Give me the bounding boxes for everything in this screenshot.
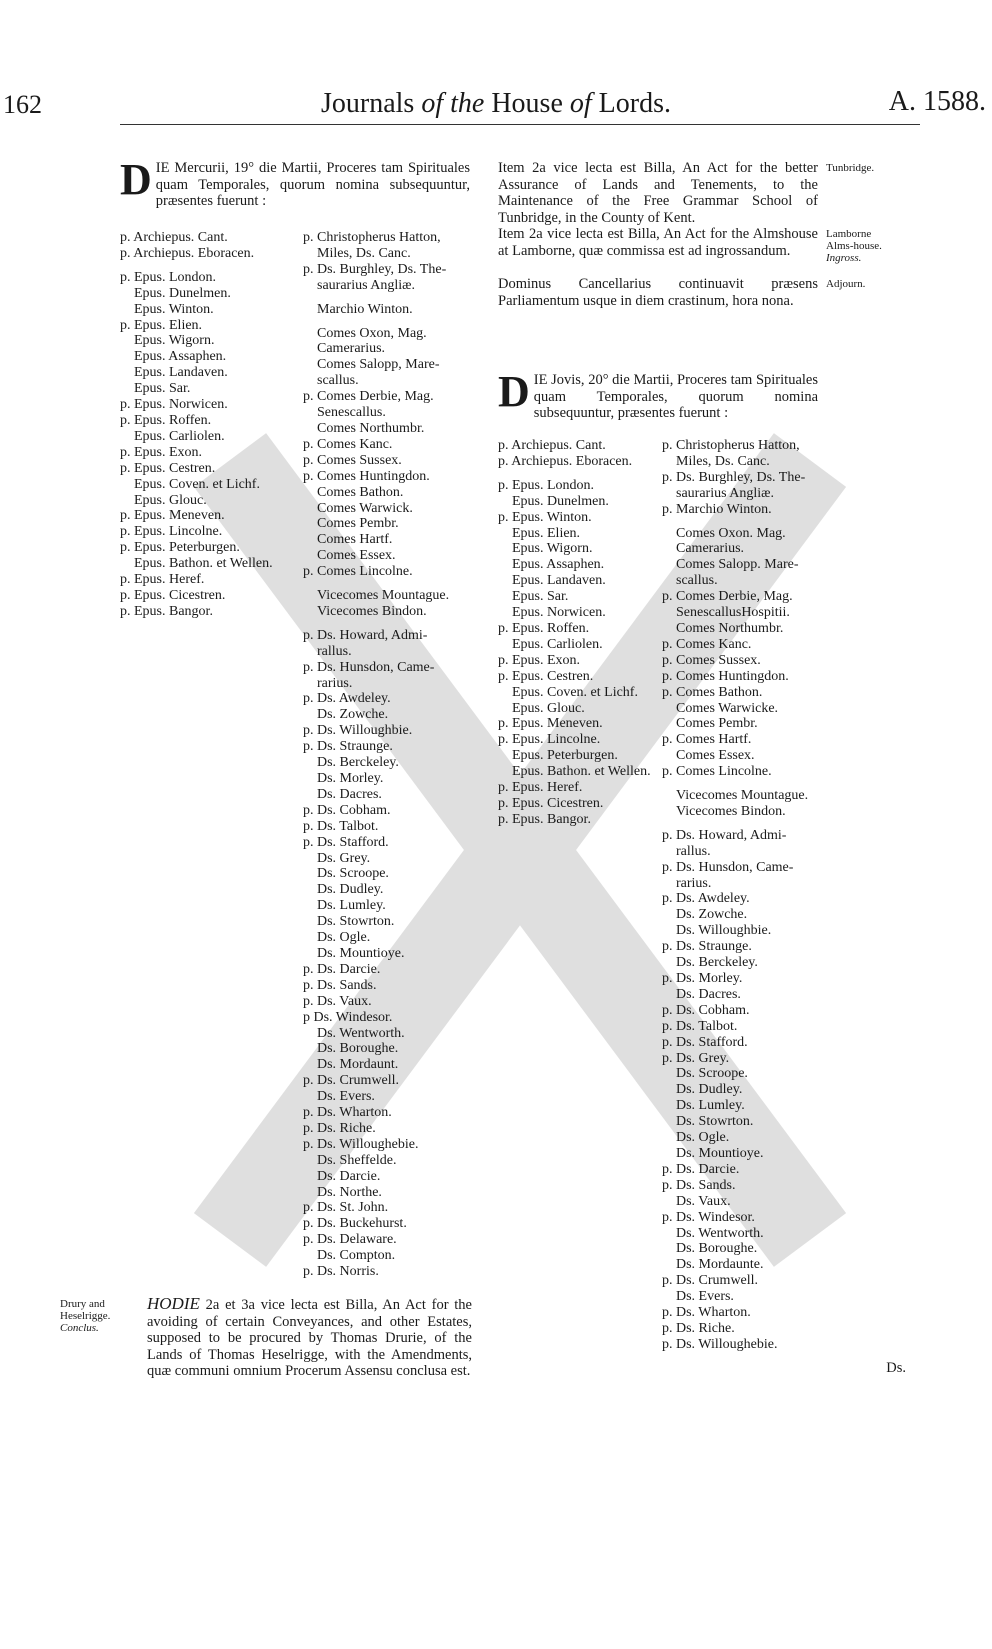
list-item: Ds. Sheffelde.: [317, 1152, 397, 1168]
list-item: Ds. Stowrton.: [317, 914, 395, 930]
catchword: Ds.: [886, 1360, 906, 1376]
hodie-lead: HODIE: [147, 1294, 200, 1313]
list-item: p. Epus. Cestren.: [120, 460, 216, 476]
list-item: p. Ds. Burghley, Ds. The-: [662, 469, 806, 485]
list-item: Vicecomes Bindon.: [676, 803, 786, 819]
list-item: p. Epus. Roffen.: [498, 620, 590, 636]
list-item: p. Ds. Windesor.: [662, 1209, 755, 1225]
list-item: Ds. Mountioye.: [317, 945, 405, 961]
list-item: Ds. Mordaunte.: [676, 1257, 764, 1273]
margin-lamborne: Lamborne Alms-house. Ingross.: [826, 228, 882, 264]
page-number: 162: [3, 90, 42, 119]
list-item: p. Ds. Willoughebie.: [662, 1336, 778, 1352]
list-item: [662, 518, 808, 526]
list-item: Ds. Vaux.: [676, 1193, 731, 1209]
list-item: p. Epus. Meneven.: [120, 508, 225, 524]
list-item: Epus. Carliolen.: [512, 636, 603, 652]
list-item: p. Ds. Howard, Admi-: [662, 827, 787, 843]
list-item: p. Ds. Willoughebie.: [303, 1136, 419, 1152]
list-item: Ds. Lumley.: [317, 898, 386, 914]
list-item: p. Comes Bathon.: [662, 684, 763, 700]
list-item: p. Ds. Burghley, Ds. The-: [303, 261, 447, 277]
list-item: p. Comes Derbie, Mag.: [662, 589, 793, 605]
list-item: p. Comes Hartf.: [662, 732, 752, 748]
list-item: p. Epus. Cicestren.: [498, 795, 604, 811]
list-item: p. Ds. Wharton.: [303, 1105, 392, 1121]
left-bishops-column: [120, 230, 273, 620]
list-item: p. Epus. Bangor.: [120, 603, 213, 619]
list-item: p. Ds. Howard, Admi-: [303, 627, 428, 643]
list-item: Ds. Wentworth.: [676, 1225, 764, 1241]
right-lords-column: [662, 438, 808, 1353]
list-item: p. Comes Huntingdon.: [303, 468, 430, 484]
list-item: p. Ds. Darcie.: [303, 961, 381, 977]
list-item: p. Epus. Meneven.: [498, 716, 603, 732]
list-item: Ds. Evers.: [317, 1089, 375, 1105]
list-item: p. Archiepus. Eboracen.: [120, 245, 255, 261]
list-item: p. Epus. Exon.: [120, 444, 203, 460]
list-item: p. Comes Sussex.: [662, 652, 761, 668]
list-item: Ds. Mordaunt.: [317, 1057, 399, 1073]
list-item: Ds. Wentworth.: [317, 1025, 405, 1041]
list-item: Epus. Wigorn.: [134, 333, 215, 349]
right-item-2: Item 2a vice lecta est Billa, An Act for the Almshouse at Lamborne, quæ commissa est ad ingrossandum.: [498, 226, 818, 259]
list-item: Epus. Coven. et Lichf.: [512, 684, 638, 700]
list-item: Epus. Assaphen.: [512, 557, 605, 573]
right-intro: DIE Jovis, 20° die Martii, Proceres tam Spirituales quam Temporales, quorum nomina subsequuntur, præsentes fuerunt :: [498, 367, 818, 421]
dropcap: D: [120, 155, 152, 204]
right-bishops-column: [498, 438, 651, 828]
list-item: p. Ds. Wharton.: [662, 1305, 751, 1321]
list-item: p. Epus. Cestren.: [498, 668, 594, 684]
list-item: p. Marchio Winton.: [662, 501, 772, 517]
running-title: Journals of the House of Lords.: [321, 88, 671, 119]
list-item: p. Ds. Grey.: [662, 1050, 730, 1066]
list-item: p. Ds. Talbot.: [662, 1018, 738, 1034]
list-item: Ds. Zowche.: [317, 707, 389, 723]
list-item: Comes Hartf.: [317, 532, 393, 548]
list-item: [303, 318, 449, 326]
list-item: p. Epus. Elien.: [120, 317, 203, 333]
list-item: p. Ds. St. John.: [303, 1200, 389, 1216]
list-item: Comes Pembr.: [676, 716, 758, 732]
list-item: p. Christopherus Hatton,: [303, 230, 441, 245]
list-item: Comes Bathon.: [317, 484, 404, 500]
list-item: rallus.: [317, 643, 352, 659]
list-item: [662, 820, 808, 828]
list-item: Ds. Zowche.: [676, 907, 748, 923]
list-item: p. Epus. London.: [498, 477, 595, 493]
list-item: p. Epus. London.: [120, 269, 217, 285]
list-item: p. Ds. Straunge.: [662, 939, 752, 955]
list-item: p. Epus. Heref.: [120, 572, 205, 588]
list-item: p. Ds. Riche.: [303, 1120, 376, 1136]
list-item: p. Ds. Norris.: [303, 1264, 379, 1280]
list-item: Ds. Berckeley.: [317, 755, 399, 771]
list-item: Senescallus.: [317, 405, 386, 421]
list-item: Comes Oxon. Mag.: [676, 525, 786, 541]
list-item: Epus. Bathon. et Wellen.: [512, 764, 651, 780]
list-item: p. Ds. Sands.: [303, 977, 377, 993]
list-item: [303, 294, 449, 302]
list-item: Epus. Elien.: [512, 525, 581, 541]
list-item: p. Epus. Cicestren.: [120, 587, 226, 603]
list-item: Comes Northumbr.: [676, 620, 784, 636]
list-item: p. Archiepus. Eboracen.: [498, 453, 633, 469]
list-item: p. Ds. Awdeley.: [662, 891, 750, 907]
list-item: Epus. Sar.: [512, 589, 569, 605]
list-item: p. Comes Derbie, Mag.: [303, 389, 434, 405]
list-item: Ds. Berckeley.: [676, 955, 758, 971]
list-item: Epus. Wigorn.: [512, 541, 593, 557]
list-item: Epus. Bathon. et Wellen.: [134, 556, 273, 572]
list-item: Epus. Glouc.: [134, 492, 207, 508]
list-item: Epus. Sar.: [134, 381, 191, 397]
list-item: p. Ds. Vaux.: [303, 993, 372, 1009]
list-item: Miles, Ds. Canc.: [317, 245, 411, 261]
list-item: Ds. Willoughbie.: [676, 923, 772, 939]
list-item: saurarius Angliæ.: [676, 485, 774, 501]
dropcap: D: [498, 367, 530, 416]
list-item: p. Epus. Bangor.: [498, 811, 591, 827]
list-item: p Ds. Windesor.: [303, 1009, 393, 1025]
list-item: Camerarius.: [317, 341, 386, 357]
list-item: Epus. Glouc.: [512, 700, 585, 716]
list-item: p. Epus. Roffen.: [120, 412, 212, 428]
list-item: Epus. Winton.: [134, 301, 214, 317]
list-item: p. Ds. Hunsdon, Came-: [662, 859, 794, 875]
list-item: Ds. Mountioye.: [676, 1145, 764, 1161]
list-item: [120, 262, 273, 270]
list-item: Ds. Dudley.: [317, 882, 384, 898]
list-item: Epus. Dunelmen.: [512, 493, 609, 509]
margin-tunbridge: Tunbridge.: [826, 162, 875, 174]
list-item: Epus. Peterburgen.: [512, 748, 618, 764]
list-item: p. Epus. Norwicen.: [120, 397, 228, 413]
list-item: Epus. Norwicen.: [512, 605, 606, 621]
list-item: p. Comes Sussex.: [303, 452, 402, 468]
list-item: p. Archiepus. Cant.: [120, 230, 228, 245]
list-item: p. Epus. Exon.: [498, 652, 581, 668]
list-item: Ds. Scroope.: [317, 866, 389, 882]
list-item: saurarius Angliæ.: [317, 277, 415, 293]
list-item: scallus.: [317, 373, 359, 389]
list-item: Epus. Coven. et Lichf.: [134, 476, 260, 492]
list-item: p. Archiepus. Cant.: [498, 438, 606, 453]
list-item: Epus. Assaphen.: [134, 349, 227, 365]
list-item: Ds. Lumley.: [676, 1098, 745, 1114]
list-item: Epus. Dunelmen.: [134, 285, 231, 301]
list-item: p. Comes Lincolne.: [303, 564, 413, 580]
list-item: rarius.: [317, 675, 353, 691]
list-item: Comes Northumbr.: [317, 420, 425, 436]
list-item: p. Epus. Peterburgen.: [120, 540, 240, 556]
list-item: Epus. Landaven.: [134, 365, 228, 381]
list-item: Comes Oxon, Mag.: [317, 325, 427, 341]
list-item: p. Ds. Sands.: [662, 1177, 736, 1193]
list-item: p. Christopherus Hatton,: [662, 438, 800, 453]
list-item: p. Epus. Lincolne.: [498, 732, 601, 748]
list-item: p. Comes Kanc.: [662, 636, 752, 652]
margin-adjourn: Adjourn.: [826, 278, 866, 290]
left-lords-column: [303, 230, 449, 1280]
list-item: Comes Warwicke.: [676, 700, 779, 716]
header-rule: [120, 124, 920, 125]
list-item: Vicecomes Bindon.: [317, 603, 427, 619]
list-item: rallus.: [676, 843, 711, 859]
list-item: p. Ds. Buckehurst.: [303, 1216, 407, 1232]
list-item: rarius.: [676, 875, 712, 891]
list-item: Miles, Ds. Canc.: [676, 453, 770, 469]
list-item: Ds. Stowrton.: [676, 1114, 754, 1130]
list-item: Comes Warwick.: [317, 500, 413, 516]
list-item: Ds. Scroope.: [676, 1066, 748, 1082]
list-item: Ds. Northe.: [317, 1184, 382, 1200]
list-item: Comes Salopp, Mare-: [317, 357, 440, 373]
hodie-paragraph: HODIE 2a et 3a vice lecta est Billa, An Act for the avoiding of certain Conveyances, and other Estates, supposed to be procured by Thomas Drurie, of the Lands of Thomas Heselrigge, with the Amendments, quæ communi omnium Procerum Assensu conclusa est.: [147, 1294, 472, 1379]
list-item: Vicecomes Mountague.: [317, 588, 450, 604]
list-item: p. Ds. Stafford.: [662, 1034, 748, 1050]
list-item: Marchio Winton.: [317, 301, 413, 317]
list-item: p. Ds. Awdeley.: [303, 691, 391, 707]
list-item: p. Ds. Crumwell.: [662, 1273, 759, 1289]
list-item: Ds. Dacres.: [317, 786, 382, 802]
list-item: p. Ds. Cobham.: [662, 1002, 750, 1018]
list-item: Ds. Ogle.: [317, 930, 371, 946]
list-item: Ds. Boroughe.: [676, 1241, 758, 1257]
right-adjourn: Dominus Cancellarius continuavit præsens Parliamentum usque in diem crastinum, hora nona.: [498, 276, 818, 309]
list-item: Ds. Ogle.: [676, 1130, 730, 1146]
list-item: p. Comes Lincolne.: [662, 764, 772, 780]
list-item: Camerarius.: [676, 541, 745, 557]
list-item: p. Ds. Straunge.: [303, 739, 393, 755]
list-item: Ds. Darcie.: [317, 1168, 381, 1184]
list-item: Comes Pembr.: [317, 516, 399, 532]
list-item: Ds. Dudley.: [676, 1082, 743, 1098]
list-item: p. Ds. Talbot.: [303, 818, 379, 834]
list-item: p. Ds. Stafford.: [303, 834, 389, 850]
list-item: Comes Essex.: [676, 748, 755, 764]
left-intro: DIE Mercurii, 19° die Martii, Proceres tam Spirituales quam Temporales, quorum nomina subsequuntur, præsentes fuerunt :: [120, 155, 470, 209]
list-item: p. Ds. Morley.: [662, 971, 743, 986]
list-item: Ds. Evers.: [676, 1289, 734, 1305]
list-item: Comes Essex.: [317, 548, 396, 564]
list-item: Ds. Boroughe.: [317, 1041, 399, 1057]
list-item: [303, 580, 449, 588]
list-item: Comes Salopp. Mare-: [676, 557, 799, 573]
margin-drury: Drury and Heselrigge. Conclus.: [60, 1298, 111, 1334]
list-item: p. Ds. Darcie.: [662, 1161, 740, 1177]
list-item: Ds. Morley.: [317, 771, 384, 786]
list-item: Ds. Dacres.: [676, 986, 741, 1002]
list-item: p. Epus. Lincolne.: [120, 524, 223, 540]
list-item: p. Ds. Riche.: [662, 1320, 735, 1336]
list-item: [498, 470, 651, 478]
list-item: Ds. Grey.: [317, 850, 371, 866]
list-item: Vicecomes Mountague.: [676, 788, 809, 804]
list-item: scallus.: [676, 573, 718, 589]
list-item: Ds. Compton.: [317, 1248, 396, 1264]
list-item: p. Ds. Delaware.: [303, 1232, 397, 1248]
list-item: Epus. Landaven.: [512, 573, 606, 589]
list-item: p. Ds. Cobham.: [303, 802, 391, 818]
list-item: Epus. Carliolen.: [134, 428, 225, 444]
list-item: p. Epus. Winton.: [498, 509, 592, 525]
right-item-1: Item 2a vice lecta est Billa, An Act for the better Assurance of Lands and Tenements, to the Maintenance of the Free Grammar School of Tunbridge, in the County of Kent.: [498, 160, 818, 226]
list-item: p. Comes Kanc.: [303, 436, 393, 452]
list-item: p. Comes Huntingdon.: [662, 668, 789, 684]
list-item: [662, 780, 808, 788]
list-item: SenescallusHospitii.: [676, 605, 790, 621]
list-item: p. Epus. Heref.: [498, 780, 583, 796]
list-item: p. Ds. Crumwell.: [303, 1073, 400, 1089]
year: A. 1588.: [888, 86, 986, 117]
list-item: p. Ds. Willoughbie.: [303, 723, 413, 739]
list-item: p. Ds. Hunsdon, Came-: [303, 659, 435, 675]
list-item: [303, 620, 449, 628]
page-header: [0, 84, 992, 124]
